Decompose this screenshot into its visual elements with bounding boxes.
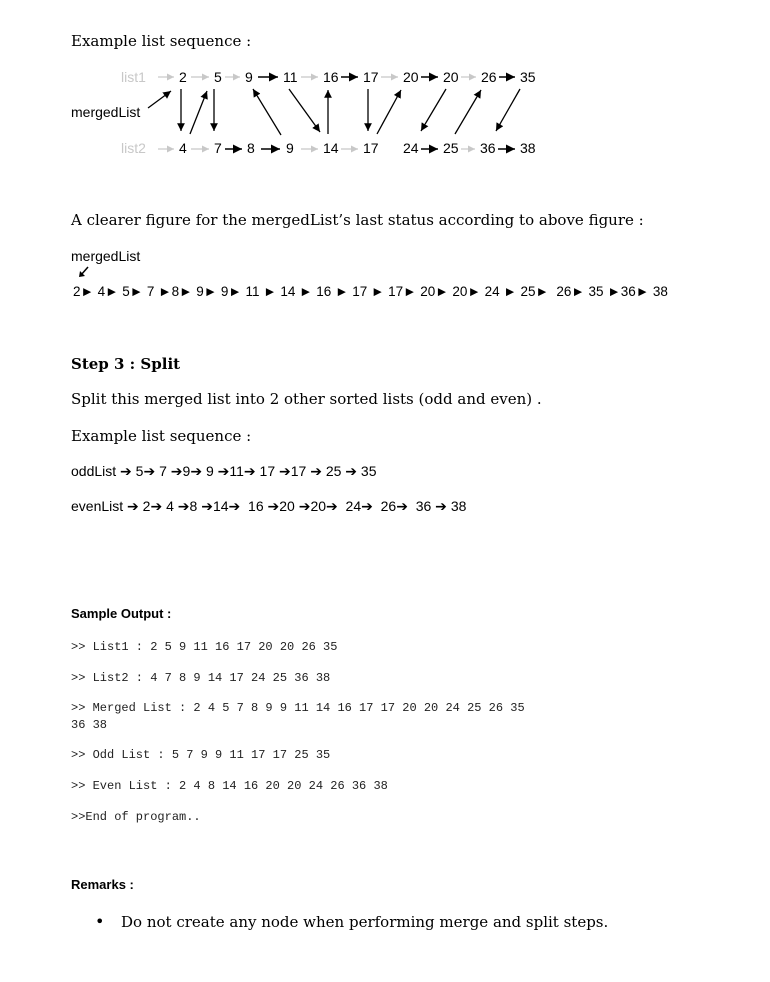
list1-label: list1: [121, 69, 146, 85]
even-value: 20: [279, 498, 295, 514]
odd-value: 17: [290, 463, 307, 479]
merged-list-label: mergedList: [71, 104, 141, 120]
even-value: 16: [248, 498, 264, 514]
sample-output-title: Sample Output :: [71, 606, 172, 621]
clearer-figure-text: A clearer figure for the mergedList’s last status according to above figure :: [71, 211, 644, 229]
merged-value: 17: [388, 284, 404, 299]
list2-value: 17: [363, 140, 379, 156]
even-value: 2: [142, 498, 151, 514]
merge-arrows: [148, 89, 520, 135]
merged-value: 17: [352, 284, 368, 299]
even-value: 8: [189, 498, 198, 514]
list1-value: 9: [245, 69, 253, 85]
even-value: 20: [310, 498, 327, 514]
merged-value: 4: [97, 284, 106, 299]
list2-value: 9: [286, 140, 294, 156]
odd-value: 9: [205, 463, 214, 479]
odd-value: 5: [135, 463, 144, 479]
bullet-icon: •: [95, 912, 105, 931]
odd-value: 7: [159, 463, 167, 479]
merged-value: 8: [171, 284, 180, 299]
merged-value: 11: [245, 284, 260, 299]
step3-title: Step 3 : Split: [71, 355, 181, 373]
remarks-title: Remarks :: [71, 877, 134, 892]
merged-list-sequence: 2► 4► 5► 7 ►8► 9► 9► 11 ► 14 ► 16 ► 17 ► 17► 20► 20► 24 ► 25► 26► 35 ►36► 38: [73, 284, 668, 299]
odd-value: 17: [259, 463, 276, 479]
list1-value: 35: [520, 69, 536, 85]
merged-value: 35: [588, 284, 604, 299]
list1-value: 17: [363, 69, 379, 85]
list1-value: 16: [323, 69, 339, 85]
output-line-merged: >> Merged List : 2 4 5 7 8 9 9 11 14 16 17 17 20 20 24 25 26 35: [71, 701, 525, 715]
list1-value: 5: [214, 69, 222, 85]
merged-value: 14: [280, 284, 296, 299]
list2-label: list2: [121, 140, 146, 156]
list1-value: 20: [443, 69, 459, 85]
merged-value: 5: [122, 284, 130, 299]
even-value: 26: [380, 498, 397, 514]
merged-value: 9: [220, 284, 229, 299]
odd-value: 25: [325, 463, 342, 479]
list1-value: 20: [403, 69, 419, 85]
merged-value: 20: [420, 284, 436, 299]
odd-list-label: oddList: [71, 463, 117, 479]
merged-value: 20: [452, 284, 468, 299]
output-line-merged-cont: 36 38: [71, 718, 108, 732]
list2-value: 38: [520, 140, 536, 156]
merged-value: 7: [146, 284, 155, 299]
even-value: 24: [345, 498, 362, 514]
list2-value: 25: [443, 140, 459, 156]
output-line-list1: >> List1 : 2 5 9 11 16 17 20 20 26 35: [71, 640, 338, 654]
odd-list-sequence: oddList ➔ 5➔ 7 ➔9➔ 9 ➔11➔ 17 ➔17 ➔ 25 ➔ 35: [71, 463, 377, 479]
output-line-even: >> Even List : 2 4 8 14 16 20 20 24 26 36 38: [71, 779, 388, 793]
merge-diagram: [0, 60, 770, 170]
merged-value: 9: [196, 284, 204, 299]
merged-value: 38: [652, 284, 668, 299]
merged-value: 36: [620, 284, 636, 299]
list1-value: 11: [283, 69, 298, 85]
list2-value: 7: [214, 140, 222, 156]
pointer-arrow-icon: [78, 265, 92, 279]
odd-value: 11: [229, 463, 244, 479]
output-line-list2: >> List2 : 4 7 8 9 14 17 24 25 36 38: [71, 671, 331, 685]
output-line-end: >>End of program..: [71, 810, 201, 824]
list1-value: 26: [481, 69, 497, 85]
even-list-label: evenList: [71, 498, 124, 514]
list2-value: 36: [480, 140, 496, 156]
merged-value: 26: [556, 284, 572, 299]
output-line-odd: >> Odd List : 5 7 9 9 11 17 17 25 35: [71, 748, 331, 762]
merged-value: 24: [484, 284, 500, 299]
merged-value: 16: [316, 284, 332, 299]
even-value: 38: [450, 498, 467, 514]
example-heading-2: Example list sequence :: [71, 427, 252, 445]
even-value: 4: [166, 498, 174, 514]
odd-value: 9: [182, 463, 191, 479]
even-value: 14: [212, 498, 229, 514]
odd-value: 35: [360, 463, 377, 479]
list2-value: 24: [403, 140, 419, 156]
even-list-sequence: evenList ➔ 2➔ 4 ➔8 ➔14➔ 16 ➔20 ➔20➔ 24➔ 26➔ 36 ➔ 38: [71, 498, 467, 514]
merged-value: 25: [520, 284, 536, 299]
list2-value: 14: [323, 140, 339, 156]
even-value: 36: [415, 498, 432, 514]
list2-value: 4: [179, 140, 187, 156]
merged-list-label-2: mergedList: [71, 248, 141, 264]
remark-item: Do not create any node when performing merge and split steps.: [121, 913, 609, 931]
list1-value: 2: [179, 69, 187, 85]
split-description: Split this merged list into 2 other sorted lists (odd and even) .: [71, 390, 542, 408]
example-heading-1: Example list sequence :: [71, 32, 252, 50]
merged-value: 2: [73, 284, 81, 299]
list2-value: 8: [247, 140, 255, 156]
